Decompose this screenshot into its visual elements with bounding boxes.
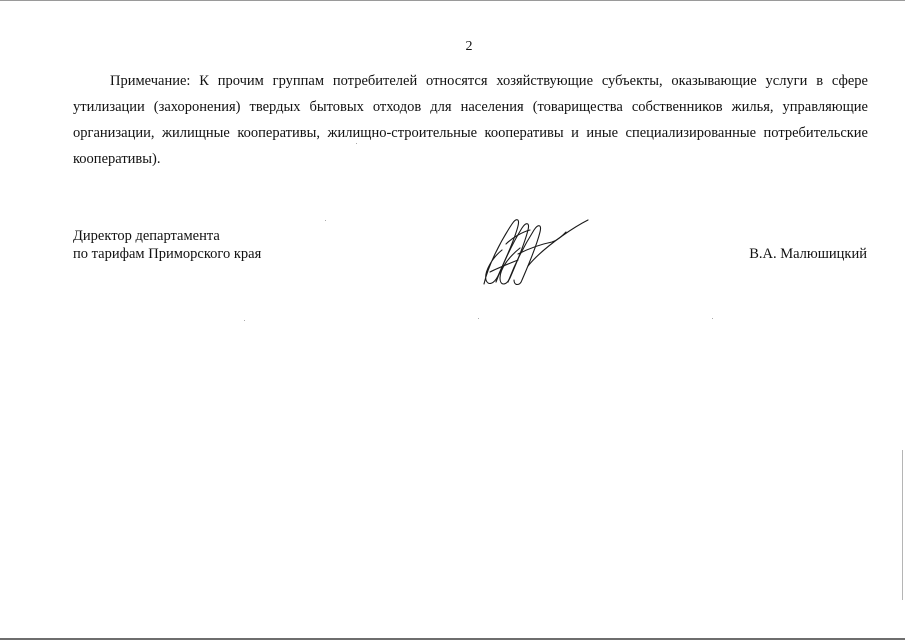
scan-top-edge xyxy=(0,0,905,1)
signer-title-line-2: по тарифам Приморского края xyxy=(73,246,262,262)
page-number: 2 xyxy=(465,39,473,54)
scan-speck xyxy=(325,220,326,221)
scan-speck xyxy=(712,318,713,319)
note-paragraph: Примечание: К прочим группам потребителей относятся хозяйствующие субъекты, оказывающие услуги в сфере утилизации (захоронения) твердых бытовых отходов для населения (товарищества собственников жилья, управляющие организации, жилищные кооперативы, жилищно-строительные кооперативы и иные специализированные потребительские кооперативы). xyxy=(73,73,868,167)
scan-speck xyxy=(478,318,479,319)
signer-name: В.А. Малюшицкий xyxy=(749,246,867,262)
signer-title-line-1: Директор департамента xyxy=(73,228,220,244)
scan-right-edge xyxy=(902,450,903,600)
signer-title xyxy=(73,227,261,263)
scan-speck xyxy=(356,143,357,144)
handwritten-signature xyxy=(478,214,593,290)
scan-speck xyxy=(244,320,245,321)
